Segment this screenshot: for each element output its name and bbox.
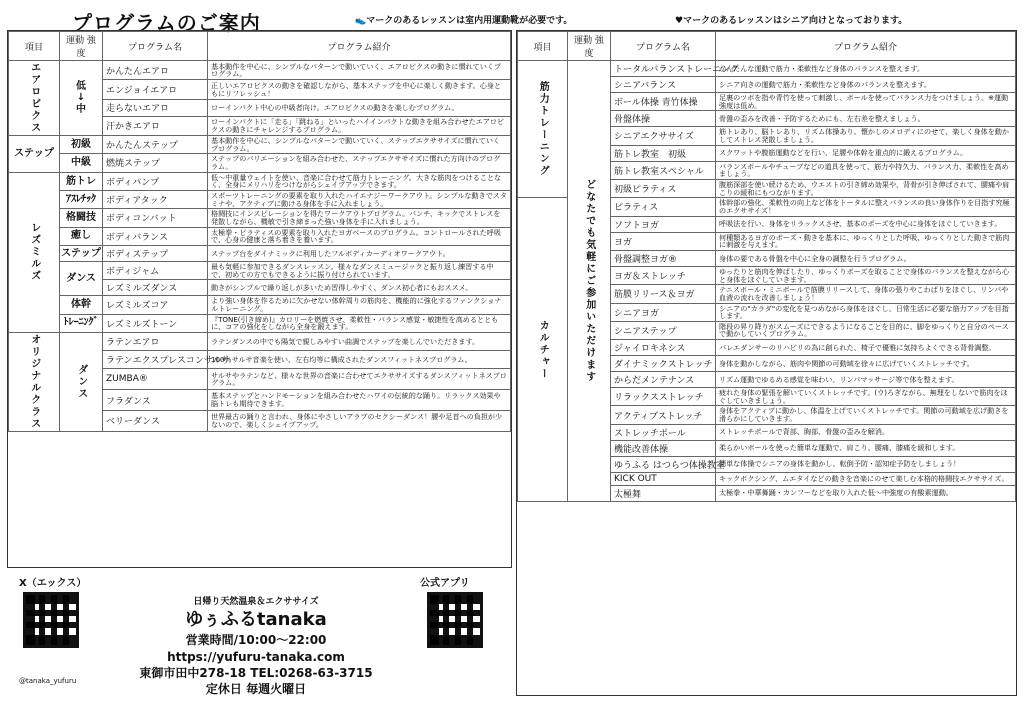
program-name: ダイナミックストレッチ: [611, 356, 716, 372]
program-name: ボディバランス: [103, 227, 208, 245]
program-description: 何種類あるヨガのポーズ・動きを基本に、ゆっくりとした呼吸、ゆっくりとした動きで筋肉に刺激を与えます。: [716, 232, 1016, 250]
program-name: 骨盤体操: [611, 111, 716, 127]
header-intensity: 運動 強度: [568, 32, 611, 61]
program-name: ラテンエアロ: [103, 332, 208, 350]
program-name: レズミルズコア: [103, 296, 208, 314]
page-title: プログラムのご案内: [72, 11, 261, 35]
program-description: 階段の昇り降りがスムーズにできるようになることを目的に、脚をゆっくりと自分のペースで動かしていくプログラム。: [716, 321, 1016, 339]
program-description: 動きがシンプルで繰り返しが多いため習得しやすく、ダンス初心者にもおススメ。: [208, 280, 511, 296]
beginner-level: 初級: [60, 136, 103, 154]
header-program-name: プログラム名: [611, 32, 716, 61]
program-description: 身体を動かしながら、筋肉や関節の可動域を徐々に広げていくストレッチです。: [716, 356, 1016, 372]
program-description: ラテンダンスの中でも陽気で親しみやすい曲調でステップを楽しんでいただきます。: [208, 332, 511, 350]
program-description: 腹筋深部を使い続けるため、ウエストの引き締め効果や、背骨が引き伸ばされて、腰痛や肩こりの緩和にもつながります。: [716, 179, 1016, 197]
program-name: ラテンエクスプレスコンサルサ: [103, 351, 208, 369]
contact-block: [113, 596, 399, 697]
program-name: ボディパンプ: [103, 172, 208, 190]
program-description: 最も気軽に参加できるダンスレッスン。様々なダンスミュージックと振り返し練習する中で、初めての方でもできるように振り付けられています。: [208, 261, 511, 279]
program-name: 汗かきエアロ: [103, 116, 208, 135]
program-name: ゆうふる はつらつ体操教室: [611, 456, 716, 472]
program-name: ピラティス: [611, 198, 716, 216]
header-item: 項目: [518, 32, 568, 61]
program-name: シニアヨガ: [611, 303, 716, 321]
strength-category: 筋力トレーニング: [537, 81, 549, 178]
x-qr-code[interactable]: [23, 592, 79, 648]
program-description: かんたんな運動で筋力・柔軟性など身体のバランスを整えます。: [716, 61, 1016, 77]
program-description: 『TONE(引き締め)』カロリーを燃焼させ、柔軟性・バランス感覚・敏捷性を高めるとともに、コアの強化をしながら全身を鍛えます。: [208, 314, 511, 332]
header-item: 項目: [9, 32, 60, 61]
program-name: ベリーダンス: [103, 410, 208, 431]
app-qr-code[interactable]: [427, 592, 483, 648]
program-description: リズム運動でゆるめる感覚を味わい、リンパマッサージ等で体を整えます。: [716, 372, 1016, 388]
x-handle: @tanaka_yufuru: [19, 677, 77, 685]
program-description: シニアの"カラダ"の変化を見つめながら身体をほぐし、日常生活に必要な筋力アップを目指します。: [716, 303, 1016, 321]
header-program-name: プログラム名: [103, 32, 208, 61]
right-program-table: [516, 30, 1017, 696]
program-description: 基本ステップとハンドモーションを組み合わせたハワイの伝統的な踊り。リラックス効果や脳トレも期待できます。: [208, 390, 511, 411]
aerobics-category: エアロビクス: [28, 62, 40, 134]
shoe-icon: 👟: [355, 16, 367, 26]
closed-day: 定休日 毎週火曜日: [205, 682, 307, 696]
program-name: ボディステップ: [103, 245, 208, 261]
program-description: 正しいエアロビクスの動きを確認しながら、基本ステップを中心に楽しく動きます。心身ともにリフレッシュ！: [208, 80, 511, 99]
program-name: フラダンス: [103, 390, 208, 411]
program-description: ゆったりと筋肉を伸ばしたり、ゆっくりポーズを取ることで身体のバランスを整えながら心と身体をほぐしていきます。: [716, 266, 1016, 284]
program-name: アクティブストレッチ: [611, 406, 716, 424]
program-name: 筋トレ教室 初級: [611, 145, 716, 161]
program-name: トータルバランストレーニング: [611, 61, 716, 77]
x-label: X（エックス）: [19, 578, 87, 589]
program-name: エンジョイエアロ: [103, 80, 208, 99]
program-subcategory: 癒し: [60, 227, 103, 245]
business-hours: 営業時間/10:00～22:00: [185, 633, 327, 648]
program-description: ストレッチポールで背部、胸部、骨盤の歪みを解消。: [716, 424, 1016, 440]
program-description: 疲れた身体の緊張を解いていくストレッチです。(ウ)ろぎながら、無理をしないで筋肉をほぐしていきましょう。: [716, 388, 1016, 406]
program-description: バレエダンサーのリハビリの為に創られた、椅子で優雅に気持ちよくできる背骨調整。: [716, 340, 1016, 356]
program-description: 身体をアクティブに動かし、体温を上げていくストレッチです。関節の可動域を広げ動きを滑らかにしていきます。: [716, 406, 1016, 424]
program-description: テニスボール・ミニボールで筋膜リリースして、身体の張りやこわばりをほぐし、リンパや血液の流れを改善しましょう！: [716, 285, 1016, 303]
shoe-legend: 👟マークのあるレッスンは室内用運動靴が必要です。: [355, 16, 573, 26]
brand-name: ゆぅふるtanaka: [185, 609, 327, 631]
program-name: ボディコンバット: [103, 209, 208, 227]
program-name: ストレッチポール: [611, 424, 716, 440]
program-name: ヨガ＆ストレッチ: [611, 266, 716, 284]
program-name: 太極舞: [611, 485, 716, 501]
program-description: 基本動作を中心に、シンプルなパターンで動いていく、エアロビクスの動きに慣れていくプログラム。: [208, 61, 511, 80]
program-name: 筋トレ教室スペシャル: [611, 161, 716, 179]
program-name: 初級ピラティス: [611, 179, 716, 197]
program-name: かんたんエアロ: [103, 61, 208, 80]
app-label: 公式アプリ: [420, 578, 470, 589]
everyone-welcome-note: どなたでも気軽にご参加いただけます: [583, 178, 595, 383]
address-tel: 東御市田中278-18 TEL:0268-63-3715: [139, 665, 373, 680]
culture-category: カルチャー: [537, 319, 549, 380]
intermediate-level: 中級: [60, 154, 103, 172]
lesmills-category: レズミルズ: [28, 222, 40, 283]
website-link[interactable]: https://yufuru-tanaka.com: [167, 649, 345, 664]
program-description: スポーツトレーニングの要素を取り入れたハイエナジーワークアウト。シンプルな動きでスタミナや、アクティブに動ける身体を手に入れましょう。: [208, 190, 511, 208]
program-description: 筋トレあり、脳トレあり、リズム体操あり。懐かしのメロディにのせて、楽しく身体を動かしてストレス発散しましょう。: [716, 127, 1016, 145]
program-description: 格闘技にインスピレーションを得たワークアウトプログラム。パンチ、キックでストレスを発散しながら、機敏で引き締まった強い身体を手に入れましょう。: [208, 209, 511, 227]
program-subcategory: ﾄﾚｰﾆﾝｸﾞ: [60, 314, 103, 332]
dance-category: ダンス: [75, 363, 87, 400]
program-description: サルサやラテンなど、様々な世界の音楽に合わせてエクササイズするダンスフィットネスプログラム。: [208, 369, 511, 390]
program-description: ローインパクト中心の中級者向け。エアロビクスの動きを楽しむプログラム。: [208, 99, 511, 116]
program-name: リラックスストレッチ: [611, 388, 716, 406]
program-description: 太極拳・中華舞踊・カンフーなどを取り入れた低～中強度の有酸素運動。: [716, 485, 1016, 501]
header-intensity: 運動 強度: [60, 32, 103, 61]
program-description: 簡単な体操でシニアの身体を動かし、転倒予防・認知症予防をしましょう！: [716, 456, 1016, 472]
header-program-intro: プログラム紹介: [208, 32, 511, 61]
program-description: シニア向きの運動で筋力・柔軟性など身体のバランスを整えます。: [716, 77, 1016, 93]
program-description: 足裏のツボを指や青竹を使って刺激し、ボールを使ってバランス力をつけましょう。※運動強度は低め。: [716, 93, 1016, 111]
program-description: 世界最古の踊りと言われ、身体にやさしいアラブのセクシーダンス！腰や足首への負担が少ないので、楽しくシェイプアップ。: [208, 410, 511, 431]
program-name: レズミルズダンス: [103, 280, 208, 296]
program-description: 基本動作を中心に、シンプルなパターンで動いていく、ステップエクササイズに慣れていくプログラム。: [208, 136, 511, 154]
program-description: より強い身体を作るために欠かせない体幹周りの筋肉を、機能的に強化するファンクショナルトレーニング。: [208, 296, 511, 314]
program-name: かんたんステップ: [103, 136, 208, 154]
heart-icon: ♥: [675, 16, 684, 26]
program-description: ローインパクトに「走る」「跳ねる」といったハイインパクトな動きを組み合わせたエアロビクスの動きにチャレンジするプログラム。: [208, 116, 511, 135]
heart-legend: ♥マークのあるレッスンはシニア向けとなっております。: [675, 16, 908, 26]
header-program-intro: プログラム紹介: [716, 32, 1016, 61]
step-category: ステップ: [9, 136, 60, 173]
program-description: 体幹部の強化、柔軟性の向上など体をトータルに整えバランスの良い身体作りを目指す究極のエクササイズ！: [716, 198, 1016, 216]
program-subcategory: ｱｽﾚﾁｯｸ: [60, 190, 103, 208]
program-name: ボディアタック: [103, 190, 208, 208]
left-program-table: [7, 30, 512, 568]
program-name: ソフトヨガ: [611, 216, 716, 232]
program-description: 骨盤の歪みを改善・予防するためにも、左右差を整えましょう。: [716, 111, 1016, 127]
program-name: ヨガ: [611, 232, 716, 250]
program-name: KICK OUT: [611, 472, 716, 485]
program-name: ボディジャム: [103, 261, 208, 279]
aerobics-intensity: 低 ↓ 中: [60, 61, 103, 136]
tagline: 日帰り天然温泉＆エクササイズ: [193, 597, 319, 607]
program-subcategory: ステップ: [60, 245, 103, 261]
program-description: 低～中重量ウェイトを使い、音楽に合わせて筋力トレーニング。大きな筋肉をつけることなく、全身にメリハリをつけながらシェイプアップできます。: [208, 172, 511, 190]
program-name: ボール体操 青竹体操: [611, 93, 716, 111]
program-description: バランスボールやチューブなどの道具を使って、筋力や持久力、バランス力、柔軟性を高めましょう。: [716, 161, 1016, 179]
program-name: 筋膜リリース＆ヨガ: [611, 285, 716, 303]
program-subcategory: 格闘技: [60, 209, 103, 227]
program-name: 機能改善体操: [611, 440, 716, 456]
footer-info: [7, 574, 512, 698]
program-description: 呼吸法を行い、身体をリラックスさせ、基本のポーズを中心に身体をほぐしていきます。: [716, 216, 1016, 232]
program-name: ZUMBA®: [103, 369, 208, 390]
program-name: 燃焼ステップ: [103, 154, 208, 172]
program-description: キックボクシング、ムエタイなどの動きを音楽にのせて楽しむ本格的格闘技エクササイズ。: [716, 472, 1016, 485]
program-description: ステップ台をダイナミックに利用したフルボディカーディオワークアウト。: [208, 245, 511, 261]
program-name: レズミルズトーン: [103, 314, 208, 332]
program-subcategory: 体幹: [60, 296, 103, 314]
program-description: 身体の要である骨盤を中心に全身の調整を行うプログラム。: [716, 250, 1016, 266]
program-name: シニアバランス: [611, 77, 716, 93]
program-name: シニアステップ: [611, 321, 716, 339]
program-name: 走らないエアロ: [103, 99, 208, 116]
program-name: シニアエクササイズ: [611, 127, 716, 145]
program-name: 骨盤調整ヨガ®: [611, 250, 716, 266]
program-description: 100％サルサ音楽を使い、左右均等に構成されたダンスフィットネスプログラム。: [208, 351, 511, 369]
program-subcategory: 筋トレ: [60, 172, 103, 190]
program-subcategory: ダンス: [60, 261, 103, 295]
program-description: 柔らかいボールを使った簡単な運動で、肩こり、腰痛、膝痛を緩和します。: [716, 440, 1016, 456]
original-class-category: オリジナルクラス: [28, 333, 40, 430]
program-description: 太極拳・ピラティスの要素を取り入れたヨガベースのプログラム。コントロールされた呼吸で、心身の健康と落ち着きを養います。: [208, 227, 511, 245]
program-name: ジャイロキネシス: [611, 340, 716, 356]
program-name: からだメンテナンス: [611, 372, 716, 388]
program-description: ステップのバリエーションを組み合わせた、ステップエクササイズに慣れた方向けのプログラム。: [208, 154, 511, 172]
program-description: スクワットや腹筋運動などを行い、足腰や体幹を重点的に鍛えるプログラム。: [716, 145, 1016, 161]
